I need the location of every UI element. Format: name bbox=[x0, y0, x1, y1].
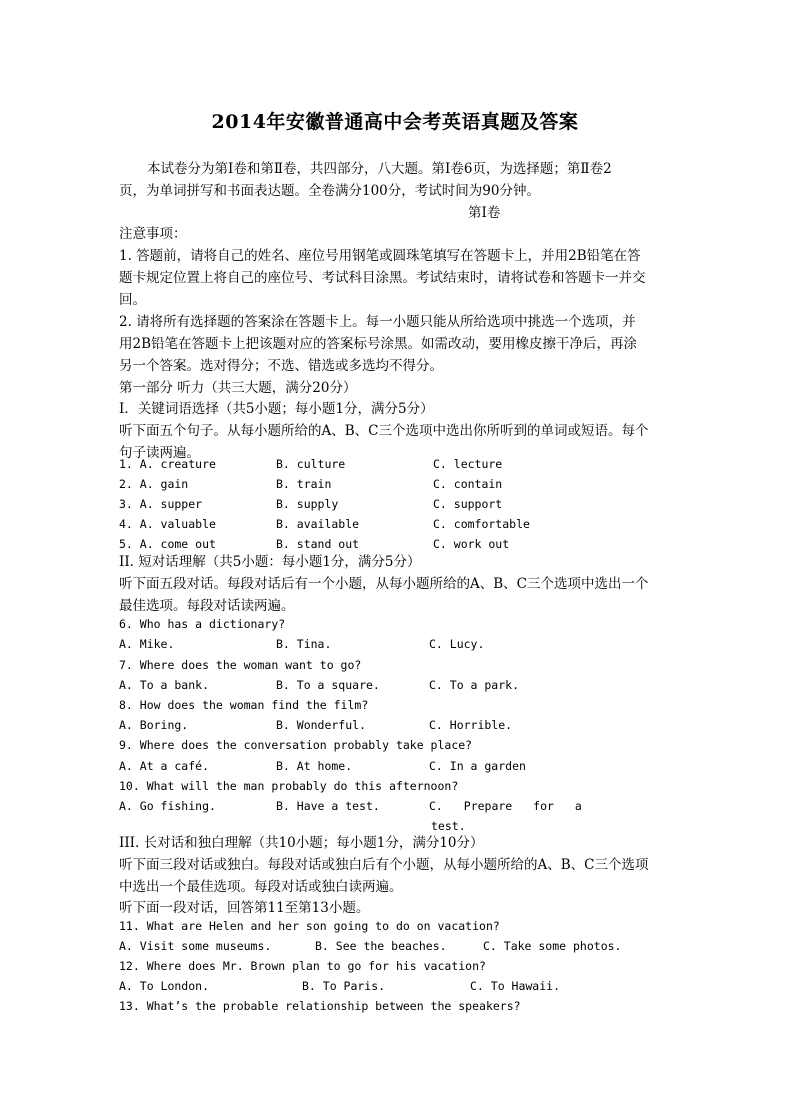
intro-line: 本试卷分为第Ⅰ卷和第Ⅱ卷，共四部分，八大题。第Ⅰ卷6页，为选择题；第Ⅱ卷2 bbox=[147, 161, 612, 177]
option-b: B. To a square. bbox=[276, 678, 380, 692]
option-c: C. In a garden bbox=[429, 759, 526, 773]
option-a: 2. A. gain bbox=[119, 477, 189, 491]
question: 12. Where does Mr. Brown plan to go for his vacation? bbox=[119, 959, 486, 973]
option-b: B. To Paris. bbox=[302, 979, 386, 993]
option-b: B. Have a test. bbox=[276, 799, 380, 813]
option-a: 1. A. creature bbox=[119, 457, 216, 471]
section-instructions: 中选出一个最佳选项。每段对话或独白读两遍。 bbox=[119, 879, 403, 895]
notes-heading: 注意事项： bbox=[119, 226, 187, 242]
option-a: A. To London. bbox=[119, 979, 210, 993]
option-c: C. To a park. bbox=[429, 678, 520, 692]
option-c-continued: test. bbox=[431, 819, 466, 833]
option-c: C. support bbox=[433, 497, 503, 511]
note-line: 1. 答题前，请将自己的姓名、座位号用钢笔或圆珠笔填写在答题卡上，并用2B铅笔在答 bbox=[119, 248, 641, 264]
option-b: B. supply bbox=[276, 497, 339, 511]
question: 7. Where does the woman want to go? bbox=[119, 658, 362, 672]
option-c: C. To Hawaii. bbox=[470, 979, 561, 993]
question: 6. Who has a dictionary? bbox=[119, 617, 286, 631]
option-a: 5. A. come out bbox=[119, 537, 216, 551]
option-b: B. train bbox=[276, 477, 332, 491]
section-heading: III. 长对话和独白理解（共10小题；每小题1分，满分10分） bbox=[119, 835, 484, 851]
section-instructions: 听下面五段对话。每段对话后有一个小题，从每小题所给的A、B、C三个选项中选出一个 bbox=[119, 576, 649, 592]
question: 11. What are Helen and her son going to do on vacation? bbox=[119, 919, 500, 933]
option-c: C. Prepare for a bbox=[429, 799, 582, 813]
note-line: 回。 bbox=[119, 292, 146, 308]
option-b: B. available bbox=[276, 517, 360, 531]
option-c: C. Lucy. bbox=[429, 637, 485, 651]
option-b: B. Wonderful. bbox=[276, 718, 367, 732]
volume-label: 第Ⅰ卷 bbox=[468, 205, 501, 221]
option-a: A. Go fishing. bbox=[119, 799, 216, 813]
option-b: B. See the beaches. bbox=[315, 939, 447, 953]
option-b: B. At home. bbox=[276, 759, 353, 773]
section-instructions: 听下面五个句子。从每小题所给的A、B、C三个选项中选出你所听到的单词或短语。每个 bbox=[119, 423, 649, 439]
option-c: C. comfortable bbox=[433, 517, 530, 531]
option-a: A. At a café. bbox=[119, 759, 210, 773]
intro-line: 页，为单词拼写和书面表达题。全卷满分100分，考试时间为90分钟。 bbox=[119, 183, 540, 199]
option-a: A. Mike. bbox=[119, 637, 175, 651]
option-b: B. stand out bbox=[276, 537, 360, 551]
option-b: B. culture bbox=[276, 457, 346, 471]
option-a: A. Boring. bbox=[119, 718, 189, 732]
option-b: B. Tina. bbox=[276, 637, 332, 651]
note-line: 另一个答案。选对得分；不选、错选或多选均不得分。 bbox=[119, 358, 443, 374]
note-line: 题卡规定位置上将自己的座位号、考试科目涂黑。考试结束时，请将试卷和答题卡一并交 bbox=[119, 270, 646, 286]
question: 10. What will the man probably do this afternoon? bbox=[119, 779, 459, 793]
option-c: C. work out bbox=[433, 537, 510, 551]
section-instructions: 最佳选项。每段对话读两遍。 bbox=[119, 598, 295, 614]
option-a: A. Visit some museums. bbox=[119, 939, 272, 953]
page-title: 2014年安徽普通高中会考英语真题及答案 bbox=[211, 111, 579, 133]
option-c: C. contain bbox=[433, 477, 503, 491]
section-instructions: 听下面三段对话或独白。每段对话或独白后有个小题，从每小题所给的A、B、C三个选项 bbox=[119, 857, 649, 873]
question: 9. Where does the conversation probably take place? bbox=[119, 738, 473, 752]
section-heading: II. 短对话理解（共5小题：每小题1分，满分5分） bbox=[119, 554, 421, 570]
option-c: C. Take some photos. bbox=[483, 939, 622, 953]
option-a: A. To a bank. bbox=[119, 678, 210, 692]
part-heading: 第一部分 听力（共三大题，满分20分） bbox=[119, 380, 357, 396]
note-line: 用2B铅笔在答题卡上把该题对应的答案标号涂黑。如需改动，要用橡皮擦干净后，再涂 bbox=[119, 336, 638, 352]
option-a: 4. A. valuable bbox=[119, 517, 216, 531]
question: 8. How does the woman find the film? bbox=[119, 698, 369, 712]
section-heading: I．关键词语选择（共5小题；每小题1分，满分5分） bbox=[119, 401, 434, 417]
question: 13. What’s the probable relationship between the speakers? bbox=[119, 999, 521, 1013]
note-line: 2. 请将所有选择题的答案涂在答题卡上。每一小题只能从所给选项中挑选一个选项，并 bbox=[119, 314, 636, 330]
option-c: C. lecture bbox=[433, 457, 503, 471]
section-instructions: 句子读两遍。 bbox=[119, 445, 200, 461]
option-c: C. Horrible. bbox=[429, 718, 513, 732]
sub-instructions: 听下面一段对话，回答第11至第13小题。 bbox=[119, 900, 370, 916]
option-a: 3. A. supper bbox=[119, 497, 203, 511]
